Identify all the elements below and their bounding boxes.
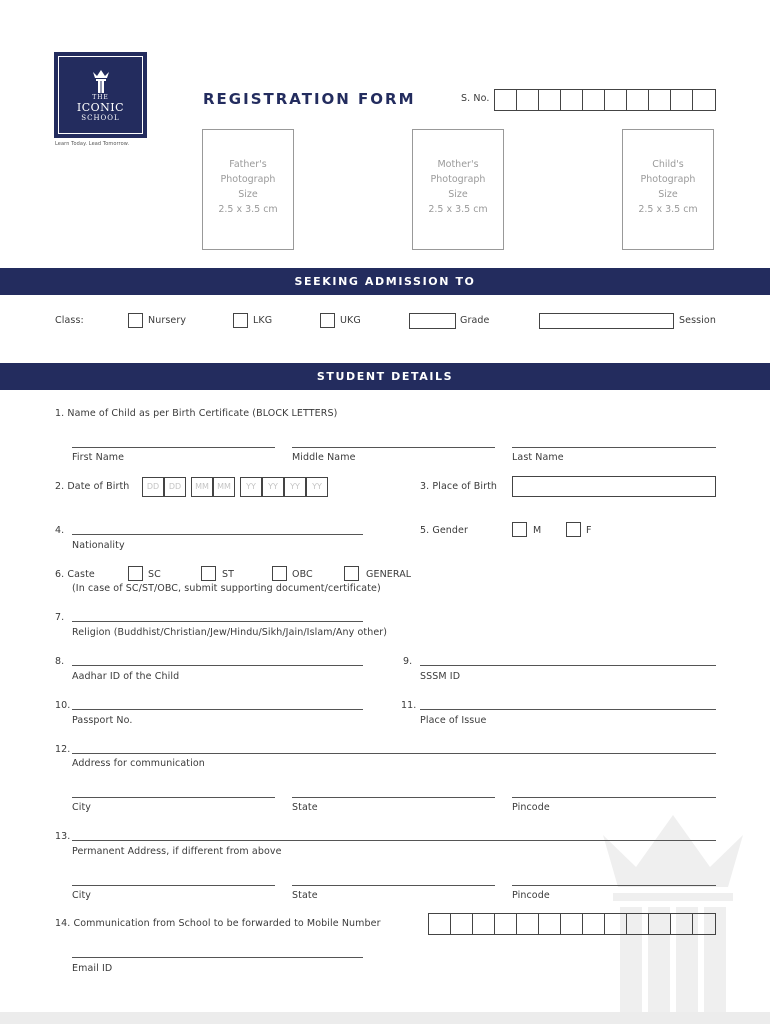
permanent-address-label: Permanent Address, if different from above xyxy=(72,846,282,857)
sssm-field[interactable] xyxy=(420,665,716,666)
perm-pincode-field[interactable] xyxy=(512,885,716,886)
perm-state-field[interactable] xyxy=(292,885,495,886)
logo-iconic: ICONIC xyxy=(76,101,125,114)
caste-note: (In case of SC/ST/OBC, submit supporting document/certificate) xyxy=(72,583,381,594)
grade-field[interactable] xyxy=(409,313,456,329)
middle-name-label: Middle Name xyxy=(292,452,356,463)
class-label: Class: xyxy=(55,315,84,326)
logo-the: THE xyxy=(92,94,109,101)
gender-f-label: F xyxy=(586,525,592,536)
ukg-label: UKG xyxy=(340,315,361,326)
last-name-field[interactable] xyxy=(512,447,716,448)
dob-year-2[interactable]: YY xyxy=(262,477,284,497)
communication-address-label: Address for communication xyxy=(72,758,205,769)
caste-obc-checkbox[interactable] xyxy=(272,566,287,581)
comm-city-field[interactable] xyxy=(72,797,275,798)
form-title: REGISTRATION FORM xyxy=(203,90,416,108)
child-photo-box: Child's Photograph Size 2.5 x 3.5 cm xyxy=(622,129,714,250)
place-of-issue-label: Place of Issue xyxy=(420,715,487,726)
dob-month-2[interactable]: MM xyxy=(213,477,235,497)
dob-day-2[interactable]: DD xyxy=(164,477,186,497)
religion-label: Religion (Buddhist/Christian/Jew/Hindu/Sikh/Jain/Islam/Any other) xyxy=(72,627,388,638)
place-of-birth-field[interactable] xyxy=(512,476,716,497)
q2-label: 2. Date of Birth xyxy=(55,481,130,492)
comm-city-label: City xyxy=(72,802,92,813)
mobile-number-field[interactable] xyxy=(428,913,716,935)
nationality-field[interactable] xyxy=(72,534,363,535)
crown-icon xyxy=(90,66,112,94)
grade-label: Grade xyxy=(460,315,490,326)
q11-label: 11. xyxy=(401,700,417,711)
logo-tagline: Learn Today. Lead Tomorrow. xyxy=(55,141,130,147)
nationality-label: Nationality xyxy=(72,540,125,551)
caste-sc-checkbox[interactable] xyxy=(128,566,143,581)
q10-label: 10. xyxy=(55,700,71,711)
q8-label: 8. xyxy=(55,656,65,667)
caste-obc-label: OBC xyxy=(292,569,313,580)
passport-label: Passport No. xyxy=(72,715,133,726)
serial-number-field[interactable] xyxy=(494,89,716,111)
comm-pincode-field[interactable] xyxy=(512,797,716,798)
caste-st-label: ST xyxy=(222,569,235,580)
q3-label: 3. Place of Birth xyxy=(420,481,498,492)
father-photo-box: Father's Photograph Size 2.5 x 3.5 cm xyxy=(202,129,294,250)
aadhar-label: Aadhar ID of the Child xyxy=(72,671,180,682)
permanent-address-field[interactable] xyxy=(72,840,716,841)
footer-strip xyxy=(0,1012,770,1024)
q1-label: 1. Name of Child as per Birth Certificate (BLOCK LETTERS) xyxy=(55,408,338,419)
lkg-label: LKG xyxy=(253,315,273,326)
first-name-field[interactable] xyxy=(72,447,275,448)
perm-state-label: State xyxy=(292,890,318,901)
q6-label: 6. Caste xyxy=(55,569,95,580)
perm-city-field[interactable] xyxy=(72,885,275,886)
logo-school: SCHOOL xyxy=(81,114,120,122)
nursery-label: Nursery xyxy=(148,315,187,326)
q4-label: 4. xyxy=(55,525,65,536)
first-name-label: First Name xyxy=(72,452,125,463)
email-field[interactable] xyxy=(72,957,363,958)
passport-field[interactable] xyxy=(72,709,363,710)
middle-name-field[interactable] xyxy=(292,447,495,448)
session-field[interactable] xyxy=(539,313,674,329)
q7-label: 7. xyxy=(55,612,65,623)
q5-label: 5. Gender xyxy=(420,525,468,536)
caste-sc-label: SC xyxy=(148,569,161,580)
sssm-label: SSSM ID xyxy=(420,671,461,682)
mother-photo-box: Mother's Photograph Size 2.5 x 3.5 cm xyxy=(412,129,504,250)
ukg-checkbox[interactable] xyxy=(320,313,335,328)
caste-general-checkbox[interactable] xyxy=(344,566,359,581)
aadhar-field[interactable] xyxy=(72,665,363,666)
dob-year-4[interactable]: YY xyxy=(306,477,328,497)
q9-label: 9. xyxy=(403,656,413,667)
q14-label: 14. Communication from School to be forwarded to Mobile Number xyxy=(55,918,381,929)
q13-label: 13. xyxy=(55,831,71,842)
q12-label: 12. xyxy=(55,744,71,755)
gender-m-label: M xyxy=(533,525,542,536)
student-details-heading: STUDENT DETAILS xyxy=(0,363,770,390)
school-logo xyxy=(54,52,147,138)
last-name-label: Last Name xyxy=(512,452,564,463)
gender-f-checkbox[interactable] xyxy=(566,522,581,537)
gender-m-checkbox[interactable] xyxy=(512,522,527,537)
caste-st-checkbox[interactable] xyxy=(201,566,216,581)
lkg-checkbox[interactable] xyxy=(233,313,248,328)
comm-state-label: State xyxy=(292,802,318,813)
comm-state-field[interactable] xyxy=(292,797,495,798)
serial-label: S. No. xyxy=(461,93,490,104)
dob-year-3[interactable]: YY xyxy=(284,477,306,497)
admission-heading: SEEKING ADMISSION TO xyxy=(0,268,770,295)
religion-field[interactable] xyxy=(72,621,363,622)
dob-month-1[interactable]: MM xyxy=(191,477,213,497)
session-label: Session xyxy=(679,315,716,326)
communication-address-field[interactable] xyxy=(72,753,716,754)
dob-year-1[interactable]: YY xyxy=(240,477,262,497)
place-of-issue-field[interactable] xyxy=(420,709,716,710)
dob-day-1[interactable]: DD xyxy=(142,477,164,497)
perm-pincode-label: Pincode xyxy=(512,890,550,901)
comm-pincode-label: Pincode xyxy=(512,802,550,813)
email-label: Email ID xyxy=(72,963,113,974)
caste-general-label: GENERAL xyxy=(366,569,412,580)
nursery-checkbox[interactable] xyxy=(128,313,143,328)
perm-city-label: City xyxy=(72,890,92,901)
